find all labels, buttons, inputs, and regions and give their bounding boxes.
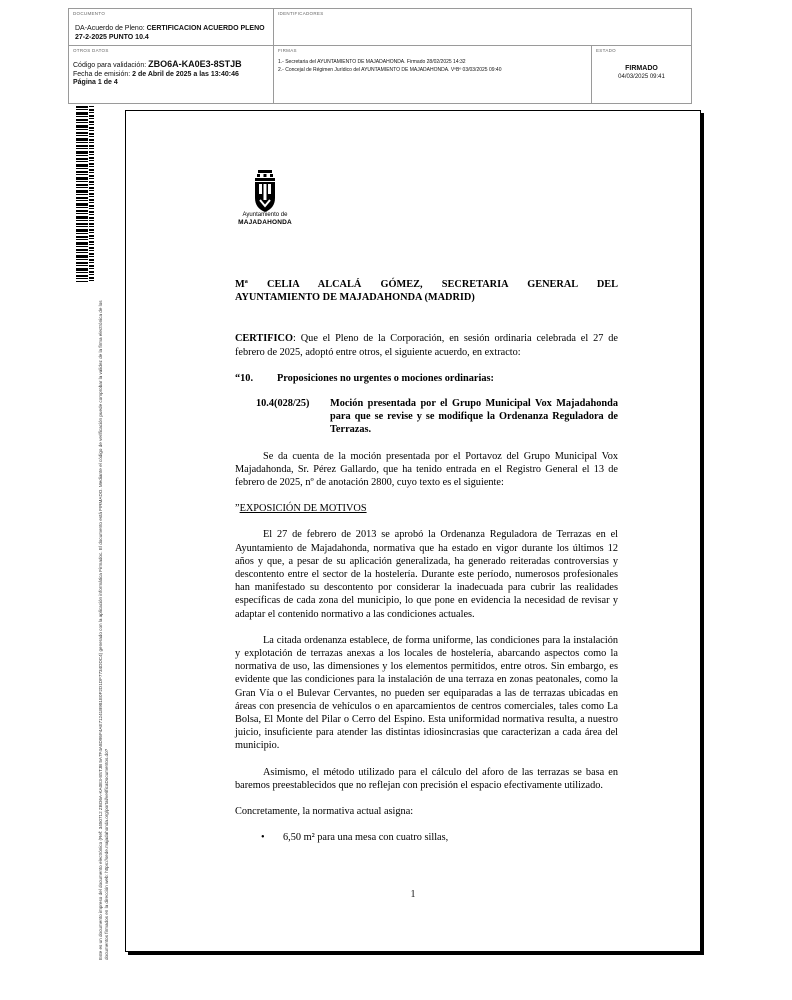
barcode-icon (76, 106, 88, 282)
firma-item: 1.- Secretaria del AYUNTAMIENTO DE MAJADAHONDA. Firmado 28/02/2025 14:32 (278, 59, 466, 65)
certifico-paragraph (235, 332, 618, 358)
item-heading (256, 397, 618, 437)
logo-line1: Ayuntamiento de (242, 212, 288, 218)
coat-of-arms-icon (252, 170, 278, 212)
firma-item: 2.- Concejal de Régimen Jurídico del AYUNTAMIENTO DE MAJADAHONDA. VºBº 03/03/2025 09:40 (278, 67, 502, 73)
section-number: “10. (235, 372, 254, 384)
certifico-label: CERTIFICO (235, 333, 293, 345)
paragraph-4: Concretamente, la normativa actual asigna: (235, 806, 414, 818)
logo-line2: MAJADAHONDA (238, 219, 292, 226)
otros-datos-cell (69, 46, 274, 103)
section-title: Proposiciones no urgentes o mociones ordinarias: (277, 372, 494, 384)
exposicion-title: EXPOSICIÓN DE MOTIVOS (239, 503, 367, 515)
fecha-label: Fecha de emisión: (73, 70, 131, 78)
bullet-icon: • (261, 832, 265, 844)
documento-prefix: DA-Acuerdo de Pleno: (75, 25, 145, 32)
verification-side-note: Este es un documento impreso del documento electrónico (Ref: 3450712 ZBO6A-KA0E3-8STJB 5A7F4A8D95F4AE71241B981E0F2D1DF7734DDC4) generado con la aplicación informática Firmadoc. El documento está FIRMADO. Mediante el código de verificación puede comprobar la validez de la firma electrónica de los documentos firmados en la dirección web: https://sede.majadahonda.org/portal/verificaDocumentos.do? (98, 300, 109, 960)
documento-label: DOCUMENTO (73, 11, 106, 16)
codigo-label: Código para validación: (73, 62, 147, 69)
identificadores-label: IDENTIFICADORES (278, 11, 324, 16)
firmas-list (278, 58, 590, 74)
paragraph-2: La citada ordenanza establece, de forma uniforme, las condiciones para la instalación y explotación de terrazas anexas a los locales de hostelería, abarcando aspectos como la normativa de uso, las dimensiones y los elementos permitidos, entre otros. Sin embargo, es evidente que las condiciones para la instalación de una terraza en zonas peatonales, como la Gran Vía o el Bulevar Cervantes, no pueden ser equiparadas a las de terrazas ubicadas en áreas con presencia de vehículos o en aparcamientos de centros comerciales, tales como La Bolsa, El Monte del Pilar o Cerro del Espino. Esta uniformidad normativa resulta, a nuestro juicio, insuficiente para atender las distintas idiosincrasias que caracterizan a cada área del municipio. (235, 634, 618, 752)
fecha-emision: 2 de Abril de 2025 a las 13:40:46 (132, 70, 239, 78)
document-body (235, 278, 618, 845)
certifico-text: : Que el Pleno de la Corporación, en sesión ordinaria celebrada el 27 de febrero de 2025, adoptó entre otros, el siguiente acuerdo, en extracto: (235, 333, 618, 358)
document-header (68, 8, 692, 104)
section-heading (235, 372, 618, 385)
estado-value: FIRMADO (625, 65, 658, 72)
identificadores-cell (274, 9, 691, 46)
estado-label: ESTADO (596, 48, 616, 53)
barcode-secondary-icon (89, 106, 94, 282)
estado-text (592, 65, 691, 81)
exposicion-heading (235, 502, 618, 515)
otros-label: OTROS DATOS (73, 48, 109, 53)
item-number: 10.4(028/25) (256, 398, 310, 410)
paragraph-3: Asimismo, el método utilizado para el cálculo del aforo de las terrazas se basa en baremos preestablecidos que no reflejan con precisión el espacio efectivamente utilizado. (235, 766, 618, 791)
bullet-text: 6,50 m² para una mesa con cuatro sillas, (283, 832, 449, 844)
documento-text (75, 24, 270, 42)
page-count: Página 1 de 4 (73, 79, 118, 86)
estado-date: 04/03/2025 09:41 (618, 74, 665, 80)
validation-code[interactable]: ZBO6A-KA0E3-8STJB (148, 59, 242, 69)
firmas-cell (274, 46, 592, 103)
municipal-logo (230, 170, 300, 226)
item-title: Moción presentada por el Grupo Municipal Vox Majadahonda para que se revise y se modifique la Ordenanza Reguladora de Terrazas. (330, 398, 618, 436)
otros-text (73, 60, 271, 88)
title-line2: AYUNTAMIENTO DE MAJADAHONDA (MADRID) (235, 292, 475, 304)
title-line1: Mª CELIA ALCALÁ GÓMEZ, SECRETARIA GENERAL DEL (235, 279, 618, 290)
list-item (261, 831, 618, 844)
page-number: 1 (410, 889, 416, 900)
dacuenta-paragraph: Se da cuenta de la moción presentada por el Portavoz del Grupo Municipal Vox Majadahonda, Sr. Pérez Gallardo, que ha tenido entrada en el Registro General el 13 de febrero de 2025, nº de anotación 2800, cuyo texto es el siguiente: (235, 450, 618, 489)
paragraph-1: El 27 de febrero de 2013 se aprobó la Ordenanza Reguladora de Terrazas en el Ayuntamiento de Majadahonda, normativa que ha estado en vigor durante los últimos 12 años y que, a pesar de su aplicación generalizada, ha generado reiteradas controversias y descontento entre el sector de la hostelería. Durante este período, numerosos profesionales han manifestado su descontento por considerar la inadecuada para cubrir las realidades específicas de cada zona del municipio, lo que pone en evidencia la necesidad de revisar y adaptar el contenido normativo a las condiciones actuales. (235, 529, 618, 620)
estado-cell (592, 46, 691, 103)
documento-title: CERTIFICACION ACUERDO PLENO 27-2-2025 PUNTO 10.4 (75, 25, 265, 41)
firmas-label: FIRMAS (278, 48, 297, 53)
exposicion-quote: ” (235, 503, 240, 515)
documento-cell (69, 9, 274, 46)
